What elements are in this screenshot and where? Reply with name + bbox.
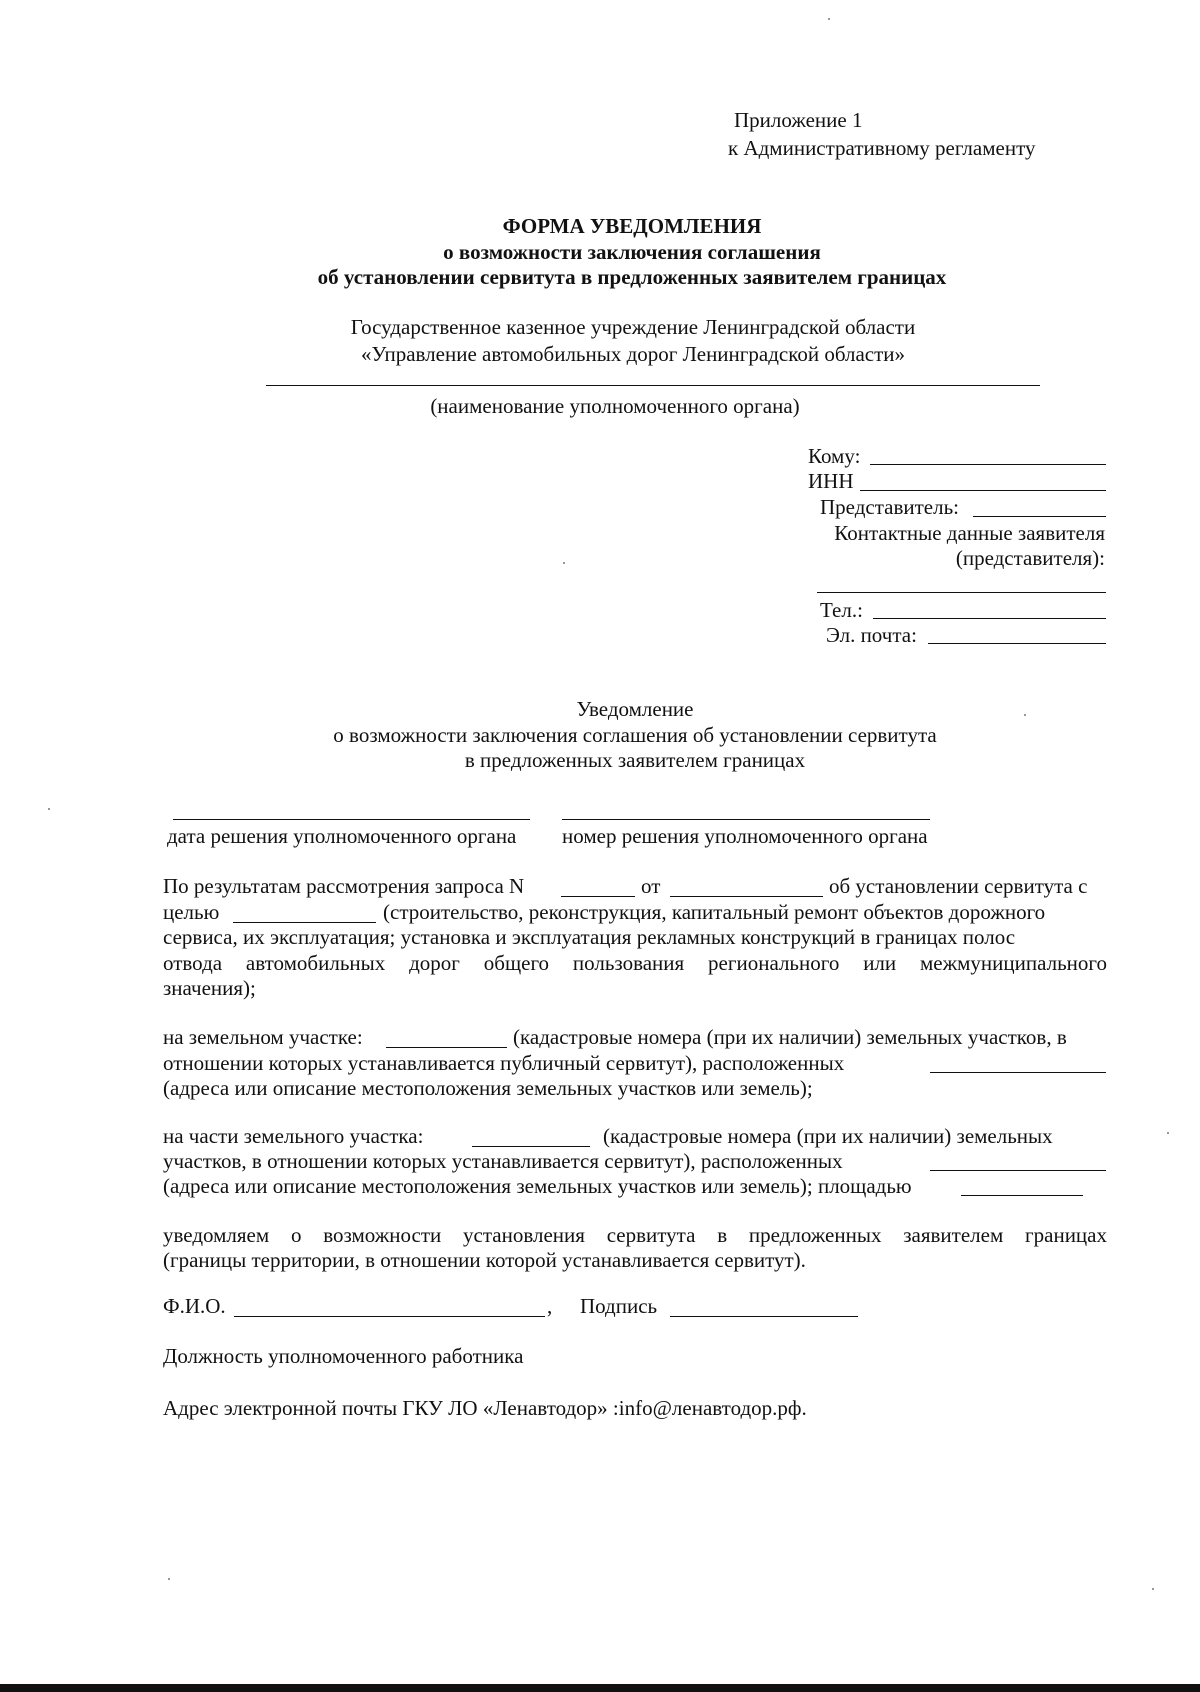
p3-text-c: участков, в отношении которых устанавливается сервитут), расположенных — [163, 1149, 843, 1173]
phone-field[interactable] — [873, 618, 1106, 619]
appendix-line-1: Приложение 1 — [734, 108, 863, 132]
p3-text-d: (адреса или описание местоположения земельных участков или земель); площадью — [163, 1174, 912, 1198]
decision-date-field[interactable] — [173, 819, 530, 820]
authority-email-line: Адрес электронной почты ГКУ ЛО «Ленавтодор» :info@ленавтодор.рф. — [163, 1396, 807, 1420]
fio-field[interactable] — [234, 1316, 545, 1317]
p4-text-a: уведомляем о возможности установления сервитута в предложенных заявителем границах — [163, 1223, 1107, 1247]
scan-speck — [1152, 1588, 1154, 1590]
p1-text-e: (строительство, реконструкция, капитальный ремонт объектов дорожного — [383, 900, 1046, 924]
scan-speck — [563, 562, 565, 564]
scan-speck — [1024, 714, 1026, 716]
scan-speck — [168, 1578, 170, 1580]
p1-text-g: отвода автомобильных дорог общего пользования регионального или межмуниципального — [163, 951, 1107, 975]
fio-label: Ф.И.О. — [163, 1294, 226, 1318]
contacts-label-1: Контактные данные заявителя — [834, 521, 1105, 545]
organization-line-1: Государственное казенное учреждение Ленинградской области — [350, 315, 916, 339]
p2-text-d: (адреса или описание местоположения земельных участков или земель); — [163, 1076, 813, 1100]
organization-caption: (наименование уполномоченного органа) — [430, 394, 800, 418]
plot-part-location-field[interactable] — [930, 1170, 1106, 1171]
email-label: Эл. почта: — [826, 623, 917, 647]
form-subtitle-1: о возможности заключения соглашения — [443, 240, 821, 264]
notice-title: Уведомление — [576, 697, 694, 721]
land-plot-field[interactable] — [386, 1047, 507, 1048]
p3-text-a: на части земельного участка: — [163, 1124, 424, 1148]
form-subtitle-2: об установлении сервитута в предложенных заявителем границах — [317, 265, 947, 289]
scan-bottom-edge — [0, 1684, 1200, 1692]
p3-text-b: (кадастровые номера (при их наличии) земельных — [603, 1124, 1053, 1148]
signature-field[interactable] — [670, 1316, 858, 1317]
p1-text-f: сервиса, их эксплуатация; установка и эксплуатация рекламных конструкций в границах полос — [163, 925, 1016, 949]
contacts-field[interactable] — [817, 592, 1106, 593]
inn-label: ИНН — [808, 469, 854, 493]
representative-field[interactable] — [973, 516, 1106, 517]
p1-text-a: По результатам рассмотрения запроса N — [163, 874, 525, 898]
purpose-field[interactable] — [233, 922, 376, 923]
decision-number-field[interactable] — [562, 819, 930, 820]
email-field[interactable] — [928, 643, 1106, 644]
p2-text-c: отношении которых устанавливается публичный сервитут), расположенных — [163, 1051, 845, 1075]
fio-comma: , — [547, 1294, 553, 1318]
request-number-field[interactable] — [561, 896, 635, 897]
scan-speck — [48, 808, 50, 810]
area-field[interactable] — [961, 1195, 1083, 1196]
p2-text-a: на земельном участке: — [163, 1025, 363, 1049]
scan-speck — [828, 18, 830, 20]
phone-label: Тел.: — [820, 598, 863, 622]
p2-text-b: (кадастровые номера (при их наличии) земельных участков, в — [513, 1025, 1067, 1049]
to-field[interactable] — [870, 464, 1106, 465]
notice-subtitle-1: о возможности заключения соглашения об установлении сервитута — [333, 723, 937, 747]
notice-subtitle-2: в предложенных заявителем границах — [464, 748, 806, 772]
inn-field[interactable] — [860, 490, 1106, 491]
decision-number-caption: номер решения уполномоченного органа — [562, 824, 928, 848]
officer-position: Должность уполномоченного работника — [163, 1344, 524, 1368]
p1-text-h: значения); — [163, 976, 256, 1000]
signature-label: Подпись — [580, 1294, 658, 1318]
p1-text-d: целью — [163, 900, 220, 924]
request-date-field[interactable] — [670, 896, 823, 897]
appendix-line-2: к Административному регламенту — [728, 136, 1036, 160]
p4-text-b: (границы территории, в отношении которой устанавливается сервитут). — [163, 1248, 806, 1272]
organization-line-2: «Управление автомобильных дорог Ленинградской области» — [360, 342, 906, 366]
to-label: Кому: — [808, 444, 861, 468]
land-plot-location-field[interactable] — [930, 1072, 1106, 1073]
contacts-label-2: (представителя): — [955, 546, 1105, 570]
organization-underline — [266, 385, 1040, 386]
p1-text-c: об установлении сервитута с — [829, 874, 1088, 898]
scan-speck — [1167, 1132, 1169, 1134]
decision-date-caption: дата решения уполномоченного органа — [167, 824, 517, 848]
p1-text-b: от — [641, 874, 661, 898]
form-title: ФОРМА УВЕДОМЛЕНИЯ — [502, 214, 762, 238]
plot-part-field[interactable] — [472, 1146, 590, 1147]
representative-label: Представитель: — [820, 495, 960, 519]
